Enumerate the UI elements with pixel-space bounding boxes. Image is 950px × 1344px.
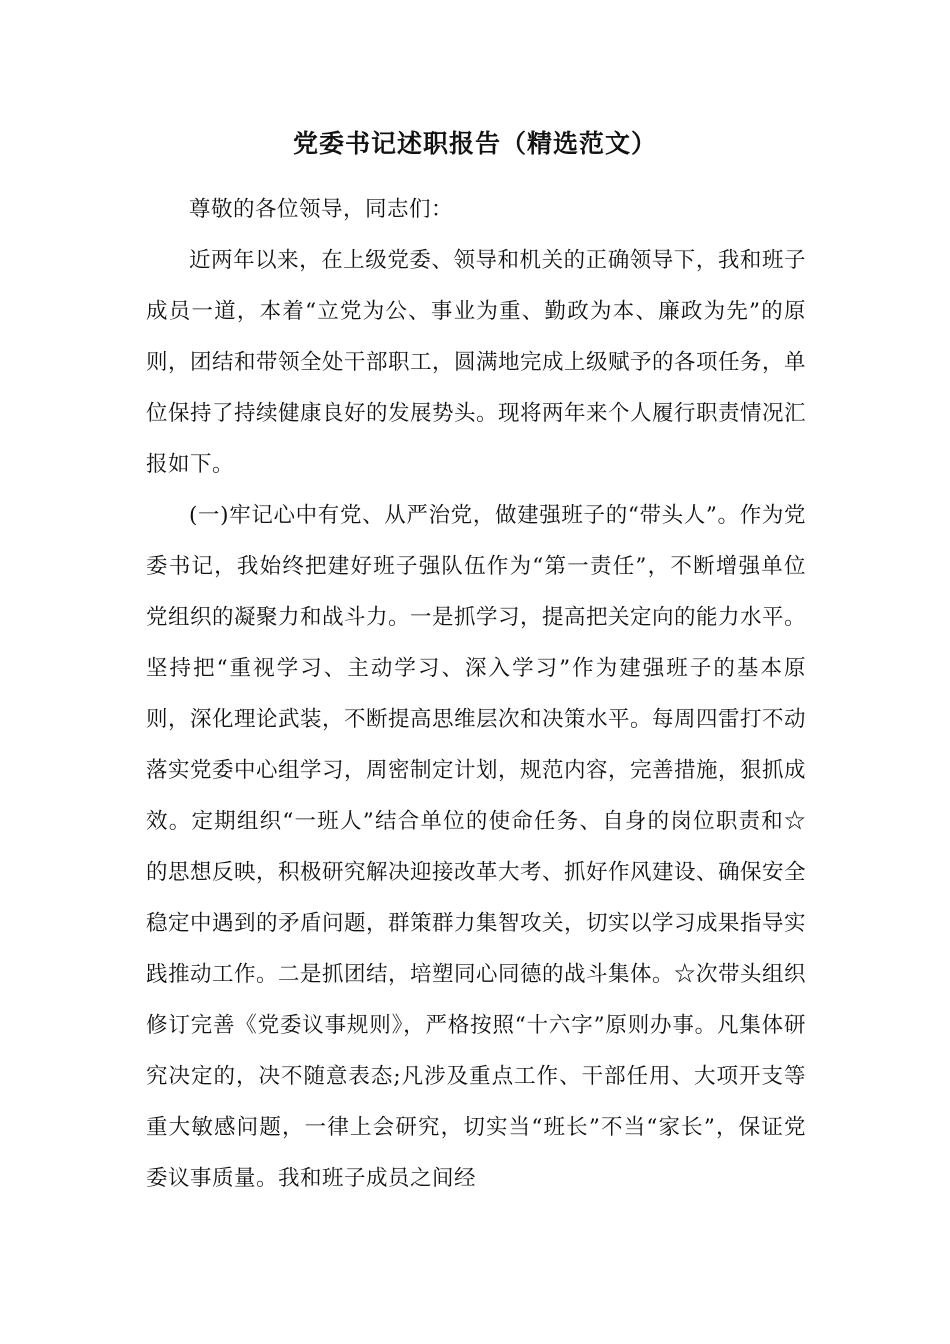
section-one-paragraph: (一)牢记心中有党、从严治党，做建强班子的“带头人”。作为党委书记，我始终把建好班子强队伍作为“第一责任”，不断增强单位党组织的凝聚力和战斗力。一是抓学习，提高把关定向的能力水平。坚持把“重视学习、主动学习、深入学习”作为建强班子的基本原则，深化理论武装，不断提高思维层次和决策水平。每周四雷打不动落实党委中心组学习，周密制定计划，规范内容，完善措施，狠抓成效。定期组织“一班人”结合单位的使命任务、自身的岗位职责和☆的思想反映，积极研究解决迎接改革大考、抓好作风建设、确保安全稳定中遇到的矛盾问题，群策群力集智攻关，切实以学习成果指导实践推动工作。二是抓团结，培塑同心同德的战斗集体。☆次带头组织修订完善《党委议事规则》，严格按照“十六字”原则办事。凡集体研究决定的，决不随意表态;凡涉及重点工作、干部任用、大项开支等重大敏感问题，一律上会研究，切实当“班长”不当“家长”，保证党委议事质量。我和班子成员之间经: [146, 503, 807, 1191]
intro-paragraph: 近两年以来，在上级党委、领导和机关的正确领导下，我和班子成员一道，本着“立党为公、事业为重、勤政为本、廉政为先”的原则，团结和带领全处干部职工，圆满地完成上级赋予的各项任务，单位保持了持续健康良好的发展势头。现将两年来个人履行职责情况汇报如下。: [146, 248, 807, 477]
document-body: [146, 184, 806, 1204]
salutation-paragraph: 尊敬的各位领导，同志们：: [189, 197, 454, 222]
document-title: 党委书记述职报告（精选范文）: [292, 129, 657, 158]
